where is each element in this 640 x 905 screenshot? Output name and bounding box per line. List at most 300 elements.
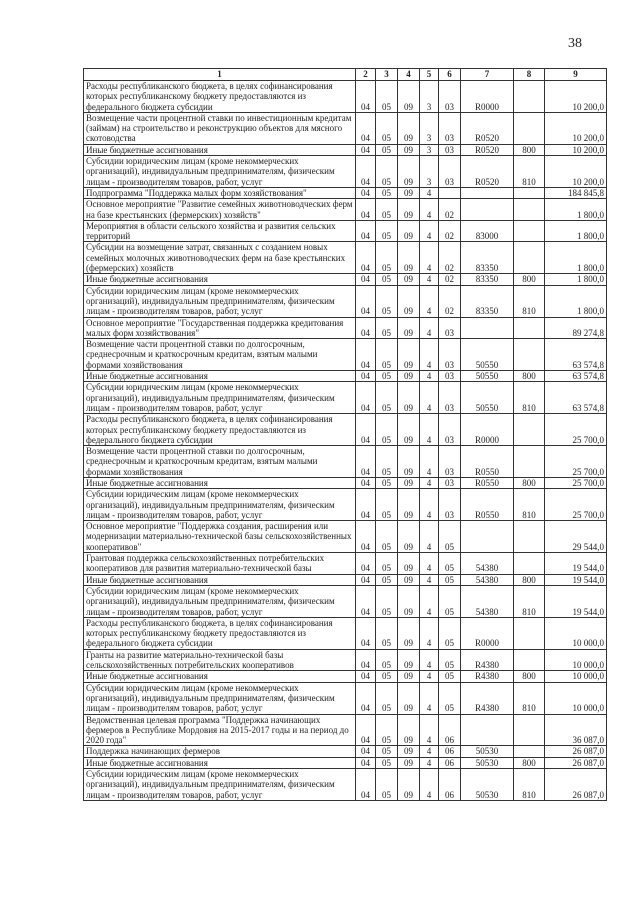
row-code-5: 4 [420, 769, 439, 801]
row-name: Расходы республиканского бюджета, в целях софинансирования которых республиканскому бюджету предоставляются из федерального бюджета субсидии [84, 617, 356, 649]
row-code-4: 09 [398, 414, 420, 446]
table-row [84, 585, 607, 617]
table-row [84, 714, 607, 746]
row-code-5: 4 [420, 317, 439, 339]
table-row [84, 242, 607, 274]
row-amount: 29 544,0 [545, 521, 607, 553]
table-row [84, 371, 607, 382]
table-row [84, 746, 607, 757]
row-code-6: 03 [439, 156, 461, 188]
column-header: 4 [398, 69, 420, 81]
row-code-6: 03 [439, 446, 461, 478]
row-code-2: 04 [356, 285, 376, 317]
row-code-3: 05 [376, 671, 398, 682]
column-header: 6 [439, 69, 461, 81]
column-header: 1 [84, 69, 356, 81]
row-code-5: 4 [420, 220, 439, 242]
row-code-4: 09 [398, 585, 420, 617]
row-code-7: 50530 [461, 746, 514, 757]
table-row [84, 317, 607, 339]
row-code-8: 810 [514, 489, 545, 521]
row-code-7: R0520 [461, 156, 514, 188]
row-code-5: 3 [420, 81, 439, 113]
table-row [84, 477, 607, 488]
row-code-6: 03 [439, 144, 461, 155]
row-code-8 [514, 714, 545, 746]
row-code-2: 04 [356, 489, 376, 521]
row-code-4: 09 [398, 757, 420, 768]
row-code-8 [514, 649, 545, 671]
row-code-4: 09 [398, 81, 420, 113]
row-name: Основное мероприятие "Государственная поддержка кредитования малых форм хозяйствования" [84, 317, 356, 339]
row-name: Субсидии юридическим лицам (кроме некоммерческих организаций), индивидуальным предпринимателям, физическим лицам - производителям товаров, работ, услуг [84, 489, 356, 521]
row-amount: 63 574,8 [545, 371, 607, 382]
row-code-7 [461, 714, 514, 746]
row-code-6: 06 [439, 714, 461, 746]
row-code-3: 05 [376, 682, 398, 714]
row-code-7: 50550 [461, 371, 514, 382]
table-row [84, 757, 607, 768]
row-code-5: 4 [420, 285, 439, 317]
row-code-8: 810 [514, 285, 545, 317]
row-code-5: 4 [420, 339, 439, 371]
row-code-2: 04 [356, 144, 376, 155]
row-code-5: 4 [420, 446, 439, 478]
row-code-4: 09 [398, 199, 420, 221]
row-code-7: R0520 [461, 112, 514, 144]
row-code-5: 4 [420, 371, 439, 382]
row-code-5: 4 [420, 757, 439, 768]
row-amount: 10 200,0 [545, 81, 607, 113]
row-code-3: 05 [376, 446, 398, 478]
row-name: Расходы республиканского бюджета, в целях софинансирования которых республиканскому бюджету предоставляются из федерального бюджета субсидии [84, 414, 356, 446]
row-code-6: 02 [439, 285, 461, 317]
row-name: Иные бюджетные ассигнования [84, 477, 356, 488]
row-code-3: 05 [376, 714, 398, 746]
row-code-3: 05 [376, 521, 398, 553]
column-header: 9 [545, 69, 607, 81]
row-code-4: 09 [398, 339, 420, 371]
row-name: Основное мероприятие "Поддержка создания, расширения или модернизации материально-технической базы сельскохозяйственных кооперативов" [84, 521, 356, 553]
row-code-7: R0550 [461, 489, 514, 521]
row-code-2: 04 [356, 617, 376, 649]
row-code-3: 05 [376, 242, 398, 274]
row-code-4: 09 [398, 156, 420, 188]
row-code-3: 05 [376, 156, 398, 188]
column-header: 2 [356, 69, 376, 81]
row-name: Субсидии юридическим лицам (кроме некоммерческих организаций), индивидуальным предпринимателям, физическим лицам - производителям товаров, работ, услуг [84, 156, 356, 188]
row-code-4: 09 [398, 112, 420, 144]
row-code-8 [514, 317, 545, 339]
row-code-5: 3 [420, 156, 439, 188]
row-name: Субсидии юридическим лицам (кроме некоммерческих организаций), индивидуальным предпринимателям, физическим лицам - производителям товаров, работ, услуг [84, 769, 356, 801]
row-amount: 25 700,0 [545, 446, 607, 478]
row-code-7: R0520 [461, 144, 514, 155]
row-code-7: 83350 [461, 274, 514, 285]
row-name: Субсидии юридическим лицам (кроме некоммерческих организаций), индивидуальным предпринимателям, физическим лицам - производителям товаров, работ, услуг [84, 382, 356, 414]
row-code-4: 09 [398, 242, 420, 274]
row-name: Субсидии юридическим лицам (кроме некоммерческих организаций), индивидуальным предпринимателям, физическим лицам - производителям товаров, работ, услуг [84, 682, 356, 714]
row-code-6: 05 [439, 617, 461, 649]
page-number: 38 [568, 36, 582, 51]
row-amount: 1 800,0 [545, 220, 607, 242]
row-code-2: 04 [356, 220, 376, 242]
row-code-6: 03 [439, 489, 461, 521]
row-code-7: 83350 [461, 242, 514, 274]
table-row [84, 285, 607, 317]
row-code-5: 4 [420, 242, 439, 274]
row-code-6: 02 [439, 242, 461, 274]
row-code-6: 02 [439, 220, 461, 242]
table-row [84, 649, 607, 671]
row-code-5: 3 [420, 144, 439, 155]
row-code-2: 04 [356, 199, 376, 221]
table-row [84, 382, 607, 414]
row-name: Возмещение части процентной ставки по инвестиционным кредитам (займам) на строительство и реконструкцию объектов для мясного скотоводства [84, 112, 356, 144]
row-code-2: 04 [356, 746, 376, 757]
row-code-8: 800 [514, 574, 545, 585]
row-code-5: 4 [420, 274, 439, 285]
table-row [84, 156, 607, 188]
row-code-5: 4 [420, 489, 439, 521]
row-code-6: 03 [439, 371, 461, 382]
row-name: Иные бюджетные ассигнования [84, 371, 356, 382]
row-code-7: 54380 [461, 585, 514, 617]
row-code-2: 04 [356, 521, 376, 553]
row-code-3: 05 [376, 81, 398, 113]
row-code-4: 09 [398, 220, 420, 242]
row-name: Ведомственная целевая программа "Поддержка начинающих фермеров в Республике Мордовия на 2015-2017 годы и на период до 2020 года" [84, 714, 356, 746]
row-amount: 63 574,8 [545, 339, 607, 371]
row-code-8 [514, 339, 545, 371]
column-header: 7 [461, 69, 514, 81]
table-row [84, 187, 607, 198]
row-code-4: 09 [398, 617, 420, 649]
row-amount: 10 000,0 [545, 671, 607, 682]
row-code-4: 09 [398, 649, 420, 671]
table-row [84, 220, 607, 242]
row-code-8: 800 [514, 757, 545, 768]
row-code-7: 50550 [461, 339, 514, 371]
row-code-3: 05 [376, 649, 398, 671]
row-code-6: 05 [439, 682, 461, 714]
row-amount: 19 544,0 [545, 553, 607, 575]
row-code-2: 04 [356, 242, 376, 274]
column-header: 3 [376, 69, 398, 81]
row-code-5: 3 [420, 112, 439, 144]
row-code-5: 4 [420, 477, 439, 488]
row-amount: 1 800,0 [545, 199, 607, 221]
row-code-4: 09 [398, 477, 420, 488]
row-code-4: 09 [398, 317, 420, 339]
row-code-3: 05 [376, 317, 398, 339]
row-code-8 [514, 446, 545, 478]
row-name: Иные бюджетные ассигнования [84, 757, 356, 768]
row-code-3: 05 [376, 746, 398, 757]
row-name: Иные бюджетные ассигнования [84, 574, 356, 585]
row-code-2: 04 [356, 382, 376, 414]
row-code-3: 05 [376, 144, 398, 155]
table-row [84, 112, 607, 144]
row-code-3: 05 [376, 274, 398, 285]
row-code-6: 05 [439, 521, 461, 553]
row-code-6: 03 [439, 317, 461, 339]
table-row [84, 339, 607, 371]
row-code-3: 05 [376, 769, 398, 801]
row-code-7 [461, 199, 514, 221]
row-code-8 [514, 617, 545, 649]
row-amount: 184 845,8 [545, 187, 607, 198]
row-code-4: 09 [398, 446, 420, 478]
row-code-2: 04 [356, 649, 376, 671]
row-code-6: 03 [439, 81, 461, 113]
row-code-3: 05 [376, 489, 398, 521]
row-code-3: 05 [376, 553, 398, 575]
row-code-4: 09 [398, 553, 420, 575]
row-code-5: 4 [420, 414, 439, 446]
table-header-row [84, 69, 607, 81]
row-code-7 [461, 521, 514, 553]
row-code-8 [514, 220, 545, 242]
row-code-2: 04 [356, 414, 376, 446]
row-code-2: 04 [356, 671, 376, 682]
row-code-8: 800 [514, 477, 545, 488]
row-code-5: 4 [420, 649, 439, 671]
row-code-5: 4 [420, 682, 439, 714]
row-code-2: 04 [356, 339, 376, 371]
row-name: Субсидии юридическим лицам (кроме некоммерческих организаций), индивидуальным предпринимателям, физическим лицам - производителям товаров, работ, услуг [84, 285, 356, 317]
row-code-7: 83000 [461, 220, 514, 242]
table-row [84, 489, 607, 521]
row-code-7: 50530 [461, 757, 514, 768]
row-code-8 [514, 521, 545, 553]
row-code-7: 54380 [461, 574, 514, 585]
row-code-6: 05 [439, 671, 461, 682]
table-row [84, 199, 607, 221]
row-code-4: 09 [398, 371, 420, 382]
row-code-5: 4 [420, 199, 439, 221]
row-code-7: 54380 [461, 553, 514, 575]
row-amount: 10 200,0 [545, 156, 607, 188]
row-code-7: R4380 [461, 671, 514, 682]
row-amount: 36 087,0 [545, 714, 607, 746]
row-code-6: 03 [439, 382, 461, 414]
row-code-6: 03 [439, 414, 461, 446]
table-row [84, 446, 607, 478]
row-code-2: 04 [356, 769, 376, 801]
table-body [84, 81, 607, 801]
row-name: Гранты на развитие материально-технической базы сельскохозяйственных потребительских кооперативов [84, 649, 356, 671]
row-code-4: 09 [398, 671, 420, 682]
table-row [84, 274, 607, 285]
row-code-6 [439, 187, 461, 198]
row-code-4: 09 [398, 746, 420, 757]
row-code-5: 4 [420, 553, 439, 575]
row-code-6: 06 [439, 757, 461, 768]
row-amount: 89 274,8 [545, 317, 607, 339]
row-code-8 [514, 81, 545, 113]
column-header: 8 [514, 69, 545, 81]
row-code-8: 810 [514, 682, 545, 714]
row-code-4: 09 [398, 187, 420, 198]
row-code-7: R4380 [461, 649, 514, 671]
row-amount: 25 700,0 [545, 414, 607, 446]
row-amount: 26 087,0 [545, 746, 607, 757]
row-code-7: 50550 [461, 382, 514, 414]
row-amount: 10 200,0 [545, 112, 607, 144]
row-amount: 26 087,0 [545, 757, 607, 768]
row-code-5: 4 [420, 521, 439, 553]
row-code-3: 05 [376, 757, 398, 768]
row-code-2: 04 [356, 574, 376, 585]
row-code-8 [514, 187, 545, 198]
row-code-8 [514, 242, 545, 274]
row-code-7: R0000 [461, 617, 514, 649]
row-code-3: 05 [376, 339, 398, 371]
row-code-4: 09 [398, 382, 420, 414]
row-amount: 10 000,0 [545, 617, 607, 649]
table-row [84, 414, 607, 446]
row-code-3: 05 [376, 382, 398, 414]
row-code-7: 83350 [461, 285, 514, 317]
row-code-6: 05 [439, 585, 461, 617]
row-code-7: R0550 [461, 446, 514, 478]
row-name: Подпрограмма "Поддержка малых форм хозяйствования" [84, 187, 356, 198]
row-code-4: 09 [398, 285, 420, 317]
row-code-2: 04 [356, 446, 376, 478]
row-code-2: 04 [356, 585, 376, 617]
row-code-2: 04 [356, 714, 376, 746]
row-code-3: 05 [376, 617, 398, 649]
row-code-2: 04 [356, 274, 376, 285]
row-code-8: 800 [514, 144, 545, 155]
row-amount: 25 700,0 [545, 489, 607, 521]
row-code-4: 09 [398, 682, 420, 714]
row-name: Поддержка начинающих фермеров [84, 746, 356, 757]
row-amount: 63 574,8 [545, 382, 607, 414]
row-code-8: 800 [514, 671, 545, 682]
row-name: Иные бюджетные ассигнования [84, 144, 356, 155]
row-code-4: 09 [398, 769, 420, 801]
row-name: Расходы республиканского бюджета, в целях софинансирования которых республиканскому бюджету предоставляются из федерального бюджета субсидии [84, 81, 356, 113]
row-amount: 19 544,0 [545, 585, 607, 617]
row-code-7 [461, 317, 514, 339]
row-code-3: 05 [376, 220, 398, 242]
row-code-7: R4380 [461, 682, 514, 714]
row-code-3: 05 [376, 199, 398, 221]
row-code-8: 810 [514, 156, 545, 188]
row-code-2: 04 [356, 757, 376, 768]
table-row [84, 81, 607, 113]
row-code-2: 04 [356, 81, 376, 113]
row-code-8 [514, 414, 545, 446]
row-code-5: 4 [420, 746, 439, 757]
row-code-8 [514, 199, 545, 221]
row-code-8: 810 [514, 769, 545, 801]
row-amount: 1 800,0 [545, 242, 607, 274]
table-row [84, 553, 607, 575]
row-code-3: 05 [376, 574, 398, 585]
row-code-8: 810 [514, 585, 545, 617]
row-code-2: 04 [356, 371, 376, 382]
row-amount: 25 700,0 [545, 477, 607, 488]
row-code-2: 04 [356, 187, 376, 198]
row-code-4: 09 [398, 144, 420, 155]
row-code-4: 09 [398, 489, 420, 521]
row-code-5: 4 [420, 187, 439, 198]
row-code-2: 04 [356, 477, 376, 488]
row-code-3: 05 [376, 585, 398, 617]
row-code-5: 4 [420, 671, 439, 682]
row-code-6: 05 [439, 649, 461, 671]
row-code-7: R0000 [461, 414, 514, 446]
row-code-6: 06 [439, 746, 461, 757]
budget-table [83, 68, 607, 801]
row-code-6: 03 [439, 477, 461, 488]
row-code-5: 4 [420, 382, 439, 414]
table-row [84, 521, 607, 553]
row-code-3: 05 [376, 112, 398, 144]
row-code-2: 04 [356, 112, 376, 144]
row-code-7: R0550 [461, 477, 514, 488]
row-code-4: 09 [398, 521, 420, 553]
row-name: Иные бюджетные ассигнования [84, 671, 356, 682]
table-row [84, 574, 607, 585]
row-name: Возмещение части процентной ставки по долгосрочным, среднесрочным и краткосрочным кредитам, взятым малыми формами хозяйствования [84, 446, 356, 478]
table-row [84, 144, 607, 155]
row-name: Грантовая поддержка сельскохозяйственных потребительских кооперативов для развития материально-технической базы [84, 553, 356, 575]
table-row [84, 682, 607, 714]
row-code-7 [461, 187, 514, 198]
row-code-2: 04 [356, 682, 376, 714]
row-code-5: 4 [420, 585, 439, 617]
row-code-8 [514, 746, 545, 757]
row-code-3: 05 [376, 187, 398, 198]
row-code-6: 03 [439, 339, 461, 371]
row-code-2: 04 [356, 317, 376, 339]
row-code-8: 800 [514, 274, 545, 285]
table-row [84, 769, 607, 801]
row-code-6: 06 [439, 769, 461, 801]
row-code-3: 05 [376, 371, 398, 382]
table-row [84, 617, 607, 649]
row-code-7: R0000 [461, 81, 514, 113]
row-code-4: 09 [398, 274, 420, 285]
row-code-3: 05 [376, 414, 398, 446]
row-code-6: 05 [439, 553, 461, 575]
row-code-6: 02 [439, 274, 461, 285]
row-code-7: 50530 [461, 769, 514, 801]
row-amount: 1 800,0 [545, 274, 607, 285]
row-code-8 [514, 553, 545, 575]
column-header: 5 [420, 69, 439, 81]
row-code-6: 03 [439, 112, 461, 144]
row-name: Основное мероприятие "Развитие семейных животноводческих ферм на базе крестьянских (фермерских) хозяйств" [84, 199, 356, 221]
row-code-6: 05 [439, 574, 461, 585]
row-code-3: 05 [376, 285, 398, 317]
row-amount: 10 000,0 [545, 682, 607, 714]
table-row [84, 671, 607, 682]
row-code-8 [514, 112, 545, 144]
row-code-2: 04 [356, 553, 376, 575]
row-amount: 26 087,0 [545, 769, 607, 801]
row-name: Субсидии юридическим лицам (кроме некоммерческих организаций), индивидуальным предпринимателям, физическим лицам - производителям товаров, работ, услуг [84, 585, 356, 617]
row-code-5: 4 [420, 574, 439, 585]
row-code-8: 810 [514, 382, 545, 414]
row-amount: 10 200,0 [545, 144, 607, 155]
row-code-4: 09 [398, 714, 420, 746]
row-amount: 1 800,0 [545, 285, 607, 317]
